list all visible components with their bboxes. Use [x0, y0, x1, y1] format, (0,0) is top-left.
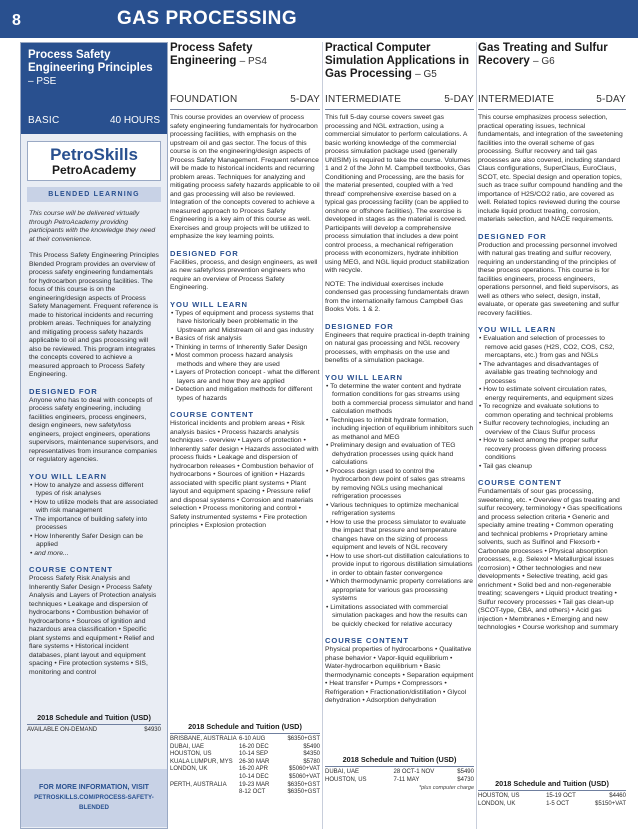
schedule-location: DUBAI, UAE: [170, 743, 205, 750]
course-content-heading: COURSE CONTENT: [29, 565, 113, 575]
learn-item: • How to analyze and assess different types of risk analyses: [30, 481, 144, 498]
you-will-learn-heading: YOU WILL LEARN: [170, 299, 248, 309]
more-info-box: [21, 769, 167, 827]
schedule-table: [21, 713, 167, 735]
learn-item: • Layers of Protection concept - what the different layers are and how they are applied: [171, 369, 320, 385]
schedule-row: [170, 789, 320, 797]
course-content-heading: COURSE CONTENT: [478, 478, 562, 487]
schedule-date: 16-20 APR: [239, 766, 269, 773]
schedule-title: 2018 Schedule and Tuition (USD): [478, 779, 626, 791]
schedule-location: AVAILABLE ON-DEMAND: [27, 727, 98, 733]
schedule-location: HOUSTON, US: [170, 751, 212, 758]
page-header: [0, 0, 638, 38]
schedule-price: $6350+GST: [287, 781, 320, 788]
learn-item: • Most common process hazard analysis methods and where they are used: [171, 352, 293, 368]
logo-line-petroskills: PetroSkills: [50, 145, 138, 164]
learn-item: • Evaluation and selection of processes to remove acid gases (H2S, CO2, COS, CS2, mercaptans, etc.) from gas and NGLs: [479, 335, 615, 359]
designed-for-heading: DESIGNED FOR: [170, 248, 239, 258]
designed-for-heading: DESIGNED FOR: [325, 321, 394, 331]
schedule-location: LONDON, UK: [478, 800, 516, 807]
schedule-price: $5150+VAT: [595, 800, 626, 807]
schedule-row: [170, 736, 320, 744]
schedule-row: [170, 744, 320, 752]
learn-item: • How to select among the proper sulfur recovery process given differing process conditions: [479, 437, 607, 461]
schedule-row: [170, 751, 320, 759]
schedule-price: $4460: [609, 793, 626, 799]
schedule-date: 16-20 DEC: [239, 743, 269, 750]
designed-for-text: Production and processing personnel involved with natural gas treating and sulfur recovery, requiring an understanding of the principles of these process operations. This course is for facilities engineers, process engineers, operations personnel, and field supervisors, as well as others who select, design, install, evaluate, or operate gas sweetening and sulfur recovery facilities.: [478, 241, 620, 317]
schedule-location: [170, 789, 239, 797]
schedule-row: [170, 782, 320, 790]
schedule-date: 10-14 DEC: [239, 773, 269, 780]
level-bar: [478, 94, 626, 110]
schedule-date: 19-23 MAR: [239, 781, 270, 788]
course-duration: 40 HOURS: [109, 115, 160, 126]
schedule-title: 2018 Schedule and Tuition (USD): [27, 713, 161, 725]
learn-item: • Tail gas cleanup: [479, 462, 532, 470]
schedule-location: KUALA LUMPUR, MYS: [170, 758, 233, 765]
course-title-block: [21, 43, 167, 134]
course-note: NOTE: The individual exercises include condensed gas processing fundamentals drawn from the internationally famous Campbell Gas Books Vols. 1 & 2.: [325, 280, 469, 313]
course-level: INTERMEDIATE: [478, 94, 555, 105]
you-will-learn-heading: YOU WILL LEARN: [478, 325, 556, 334]
schedule-row: [325, 777, 474, 785]
learn-item: • Thinking in terms of Inherently Safer Design: [171, 343, 308, 351]
schedule-title: 2018 Schedule and Tuition (USD): [325, 755, 474, 767]
course-content-text: Fundamentals of sour gas processing, sweetening, etc. • Overview of gas treating and sulfur recovery, terminology • Gas specifications and process selection criteria • Generic and specialty amine treating • Common operating and technical problems • Proprietary amine solvents, such as Sulfinol and Flexsorb • Carbonate processes • Physical absorption processes, e.g. Selexol • Metallurgical issues (corrosion) • Other technologies and new developments • Selective treating, acid gas enrichment • Solid bed and non-regenerable treating; scavengers • Liquid product treating • Sulfur recovery processes • Tail gas clean-up (SCOT-type, CBA, and others) • Acid gas injection • Membranes • Emerging and new technologies • Course workshop and summary: [478, 488, 623, 631]
column-divider: [476, 42, 477, 829]
schedule-table: [170, 722, 320, 797]
schedule-price: $5060+VAT: [289, 766, 320, 773]
course-description: This course emphasizes process selection, practical operating issues, technical fundamentals, and integration of the sweetening facilities into the overall scheme of gas processing. Sulfur recovery and tail gas processes are also covered, including standard Claus configurations, SuperClaus, EuroClaus, SCOT, etc. Special design and operation topics, such as trace sulfur compound handling and the importance of H2S/CO2 ratio, are covered as well. Related topics reviewed during the course include liquid product treating, corrosion, materials selection, and NACE requirements.: [478, 114, 623, 223]
learn-item: • How to utilize models that are associated with risk management: [30, 498, 158, 515]
schedule-location: HOUSTON, US: [478, 793, 520, 799]
course-content-heading: COURSE CONTENT: [170, 410, 254, 419]
learn-item: • To determine the water content and hydrate formation conditions for gas streams using both a commercial process simulator and hand calculation methods: [326, 382, 473, 415]
course-description: This Process Safety Engineering Principles Blended Program provides an overview of process safety engineering fundamentals for hydrocarbon processing facilities. The focus of this course is on the engineering/design aspects of Process Safety Management. Frequent reference is made to historical incidents and recurring problem areas. Techniques for analyzing and mitigating process safety hazards applicable to oil and gas processing will also be reviewed. This program integrates the concepts covered to achieve a measured approach to Process Safety Engineering.: [29, 252, 159, 379]
course-pse: [20, 42, 168, 829]
course-level: BASIC: [28, 115, 60, 126]
schedule-price: $4350: [303, 751, 320, 758]
schedule-price: $4730: [457, 776, 474, 783]
learn-item: • How to use short-cut distillation calculations to provide input to rigorous distillation simulations in order to obtain faster convergence: [326, 552, 473, 577]
course-code: – PSE: [28, 76, 57, 87]
schedule-table: [325, 755, 474, 791]
petroskills-logo: [27, 141, 161, 181]
learn-item: • Basics of risk analysis: [171, 335, 242, 342]
schedule-date: 6-10 AUG: [239, 736, 266, 742]
level-bar: [170, 94, 320, 110]
learn-item: • How to estimate solvent circulation rates, energy requirements, and equipment sizes: [479, 386, 614, 402]
you-will-learn-heading: YOU WILL LEARN: [29, 471, 107, 481]
logo-line-petroacademy: PetroAcademy: [51, 163, 137, 177]
course-content-text: Physical properties of hydrocarbons • Qualitative phase behavior • Vapor-liquid equilibrium • Water-hydrocarbon equilibrium • Basic thermodynamic concepts • Separation equipment • Heat transfer • Pumps • Compressors • Refrigeration • Fractionation/distillation • Glycol dehydration • Adsorption dehydration: [325, 646, 474, 704]
learn-item: • Which thermodynamic property correlations are appropriate for various gas processing systems: [326, 578, 474, 602]
schedule-date: 26-30 MAR: [239, 758, 270, 765]
schedule-title: 2018 Schedule and Tuition (USD): [170, 722, 320, 734]
learn-item: • The advantages and disadvantages of available gas treating technology and processes: [479, 360, 599, 385]
course-code: – G6: [533, 56, 555, 67]
level-bar: [325, 94, 474, 110]
designed-for-heading: DESIGNED FOR: [478, 231, 547, 241]
schedule-date: 28 OCT-1 NOV: [393, 769, 435, 775]
course-title: Gas Treating and Sulfur Recovery – G6: [478, 42, 608, 67]
schedule-row: [478, 793, 626, 801]
course-title: Process Safety Engineering Principles – PSE: [28, 49, 153, 87]
schedule-row: [325, 769, 474, 777]
course-code: – G5: [415, 69, 437, 80]
schedule-date: 10-14 SEP: [239, 751, 269, 758]
schedule-price: $5060+VAT: [289, 773, 320, 780]
learn-item: • Limitations associated with commercial simulation packages and how the results can be quickly checked for relative accuracy: [326, 603, 468, 628]
course-code: – PS4: [239, 56, 267, 67]
section-title: GAS PROCESSING: [117, 8, 298, 29]
column-divider: [322, 42, 323, 829]
schedule-row: [170, 759, 320, 767]
course-title: Practical Computer Simulation Applications in Gas Processing – G5: [325, 42, 469, 80]
schedule-row: [170, 766, 320, 774]
schedule-location: PERTH, AUSTRALIA: [170, 781, 227, 788]
learn-item: • Preliminary design and evaluation of TEG dehydration processes using quick hand calculations: [326, 442, 456, 466]
course-description: This full 5-day course covers sweet gas processing and NGL extraction, using a commercial simulator to perform calculations. A basic working knowledge of the commercial process simulation package used (generally UNISIM) is required to take the course. Volumes 1 and 2 of the John M. Campbell textbooks, Gas Conditioning and Processing, are the basis for the material presented, coupled with a 'red thread' comprehensive exercise based on a typical gas processing facility (can be applied to onshore or offshore facilities). The exercise is developed in stages as the material is covered. Participants will develop a comprehensive process simulation that includes a dew point control process, a mechanical refrigeration process with economizers, hydrate inhibition using MEG, and NGL liquid product stabilization with recycle.: [325, 114, 471, 274]
learn-item: • How to use the process simulator to evaluate the impact that pressure and temperature changes have on the sizing of process equipment and levels of NGL recovery: [326, 518, 466, 551]
course-g5: [325, 42, 474, 829]
learn-item: • Techniques to inhibit hydrate formation, including injection of equilibrium inhibitors such as methanol and MEG: [326, 416, 474, 441]
course-content-text: Process Safety Risk Analysis and Inherently Safer Design • Process Safety Analysis and Layers of Protection analysis techniques • Leakage and dispersion of hydrocarbons • Combustion behavior of hydrocarbons • Sources of ignition and hazardous area classification • Specific plant systems and equipment • Relief and flare systems • Historical incident databases, plant layout and equipment spacing • Fire protection systems • SIS, monitoring and control: [29, 575, 157, 676]
learn-item: • Detection and mitigation methods for different types of hazards: [171, 386, 313, 402]
schedule-row: [478, 801, 626, 809]
schedule-table: [478, 779, 626, 808]
learn-item: • Sulfur recovery technologies, including an overview of the Claus Sulfur process: [479, 420, 610, 436]
learn-item: • To recognize and evaluate solutions to common operating and technical problems: [479, 403, 614, 419]
schedule-price: $6350+GST: [287, 736, 320, 742]
course-duration: 5-DAY: [444, 94, 474, 105]
learn-item: • and more...: [30, 549, 69, 557]
delivery-note: This course will be delivered virtually through PetroAcademy providing participants with the knowledge they need at their convenience.: [29, 210, 156, 243]
more-info-link[interactable]: PETROSKILLS.COM/PROCESS-SAFETY-BLENDED: [34, 794, 154, 811]
schedule-location: BRISBANE, AUSTRALIA: [170, 736, 237, 742]
schedule-date: 8-12 OCT: [239, 789, 266, 796]
schedule-date: 15-19 OCT: [546, 793, 576, 799]
schedule-price: $4930: [144, 727, 161, 733]
page-number: 8: [12, 12, 21, 29]
more-info-label: FOR MORE INFORMATION, VISIT: [39, 784, 149, 791]
learn-item: • The importance of building safety into processes: [30, 515, 148, 532]
course-duration: 5-DAY: [290, 94, 320, 105]
schedule-location: DUBAI, UAE: [325, 769, 360, 775]
learn-item: • Types of equipment and process systems that have historically been problematic in the Upstream and Midstream oil and gas industry: [171, 309, 314, 334]
schedule-date: 1-5 OCT: [546, 800, 570, 807]
designed-for-text: Anyone who has to deal with concepts of process safety engineering, including facilities engineers, process engineers, design engineers, new safety/loss engineers, project engineers, operations supervisors, maintenance supervisors, and representatives from insurance companies or regulatory agencies.: [29, 396, 159, 464]
course-duration: 5-DAY: [596, 94, 626, 105]
schedule-footnote: *plus computer charge: [418, 785, 474, 792]
schedule-location: LONDON, UK: [170, 766, 208, 773]
schedule-row: [27, 727, 161, 735]
schedule-location: HOUSTON, US: [325, 776, 367, 783]
course-content-heading: COURSE CONTENT: [325, 636, 409, 645]
designed-for-heading: DESIGNED FOR: [29, 386, 98, 396]
designed-for-text: Engineers that require practical in-depth training on natural gas processing and NGL recovery processes, with emphasis on the use and benefits of a simulation package.: [325, 331, 470, 364]
course-level: INTERMEDIATE: [325, 94, 402, 105]
course-level: FOUNDATION: [170, 94, 238, 105]
schedule-price: $5490: [303, 743, 320, 750]
schedule-price: $5490: [457, 769, 474, 775]
schedule-price: $6350+GST: [287, 789, 320, 796]
blended-learning-band: BLENDED LEARNING: [27, 187, 161, 202]
course-content-text: Historical incidents and problem areas • Risk analysis basics • Process hazards analysis techniques - overview • Layers of protection • Inherently safer design • Hazards associated with process fluids • Leakage and dispersion of hydrocarbon releases • Combustion behavior of hydrocarbons • Sources of ignition • Hazards associated with specific plant systems • Plant layout and equipment spacing • Pressure relief and disposal systems • Corrosion and materials selection • Process monitoring and control • Safety instrumented systems • Fire protection principles • Explosion protection: [170, 420, 319, 529]
learn-item: • Various techniques to optimize mechanical refrigeration systems: [326, 501, 459, 517]
schedule-price: $5780: [303, 758, 320, 765]
schedule-row: [170, 774, 320, 782]
schedule-location: [170, 774, 239, 782]
schedule-date: 7-11 MAY: [393, 776, 420, 783]
learn-item: • How Inherently Safer Design can be applied: [30, 532, 144, 549]
designed-for-text: Facilities, process, and design engineers, as well as new safety/loss prevention engineers who require an overview of Process Safety Engineering.: [170, 258, 318, 291]
course-g6: [478, 42, 626, 829]
course-ps4: [170, 42, 320, 829]
course-description: This course provides an overview of process safety engineering fundamentals for hydrocarbon processing facilities, with emphasis on the upstream oil and gas sector. The focus of this course is on the engineering/design aspects of Process Safety Management. Frequent reference will be made to historical incidents and recurring problem areas. Techniques for analyzing and mitigating process safety hazards applicable to oil and gas processing will also be reviewed. Integration of the concepts covered to achieve a measured approach to Process Safety Engineering is a key aim of this course as well. Exercises and group projects will be utilized to emphasize the key learning points.: [170, 114, 320, 240]
course-title: Process Safety Engineering – PS4: [170, 42, 267, 67]
you-will-learn-heading: YOU WILL LEARN: [325, 372, 403, 382]
learn-item: • Process design used to control the hydrocarbon dew point of sales gas streams by removing NGLs using mechanical refrigeration processes: [326, 467, 465, 500]
